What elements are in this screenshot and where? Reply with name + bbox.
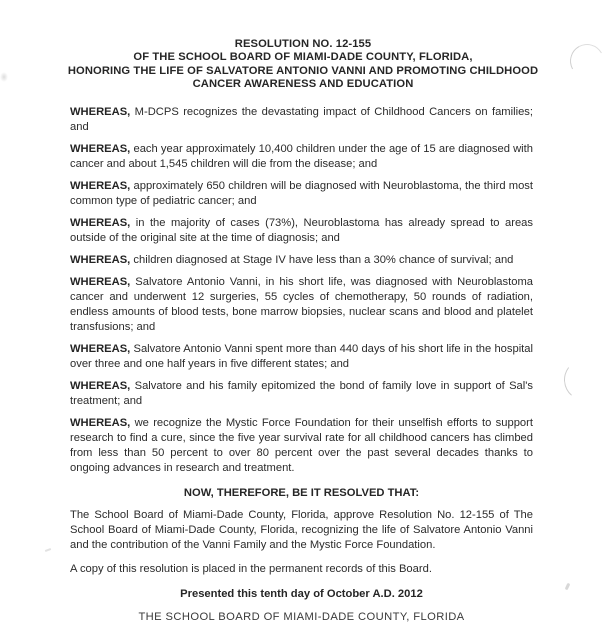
whereas-paragraph: WHEREAS, Salvatore and his family epitomized the bond of family love in support of Sal's treatment; and — [70, 379, 533, 407]
title-line-board: OF THE SCHOOL BOARD OF MIAMI-DADE COUNTY, FLORIDA, — [133, 51, 473, 64]
whereas-paragraph: WHEREAS, each year approximately 10,400 children under the age of 15 are diagnosed with cancer and about 1,545 children will die from the disease; and — [70, 142, 533, 170]
whereas-keyword: WHEREAS, — [70, 142, 131, 155]
whereas-keyword: WHEREAS, — [70, 253, 131, 266]
whereas-paragraph: WHEREAS, children diagnosed at Stage IV have less than a 30% chance of survival; and — [70, 253, 514, 266]
whereas-keyword: WHEREAS, — [70, 105, 131, 118]
scan-artifact-smudge-small — [45, 548, 51, 552]
whereas-paragraph: WHEREAS, Salvatore Antonio Vanni spent more than 440 days of his short life in the hospital over three and one half years in five different states; and — [70, 342, 533, 370]
whereas-keyword: WHEREAS, — [70, 179, 131, 192]
whereas-paragraph: WHEREAS, in the majority of cases (73%), Neuroblastoma has already spread to areas outside of the original site at the time of diagnosis; and — [70, 216, 533, 244]
document-body — [70, 105, 533, 625]
whereas-clauses — [70, 105, 533, 476]
resolution-approval-paragraph: The School Board of Miami-Dade County, Florida, approve Resolution No. 12-155 of The School Board of Miami-Dade County, Florida, recognizing the life of Salvatore Antonio Vanni and the contribution of the Vanni Family and the Mystic Force Foundation. — [70, 508, 533, 551]
whereas-paragraph: WHEREAS, M-DCPS recognizes the devastating impact of Childhood Cancers on families; and — [70, 105, 533, 133]
presented-date-line: Presented this tenth day of October A.D. 2012 — [180, 587, 423, 600]
whereas-keyword: WHEREAS, — [70, 275, 131, 288]
whereas-keyword: WHEREAS, — [70, 379, 131, 392]
scan-artifact-smudge-left — [0, 72, 8, 82]
whereas-paragraph: WHEREAS, approximately 650 children will be diagnosed with Neuroblastoma, the third most common type of pediatric cancer; and — [70, 179, 533, 207]
whereas-keyword: WHEREAS, — [70, 342, 131, 355]
signature-organization-line: THE SCHOOL BOARD OF MIAMI-DADE COUNTY, FLORIDA — [138, 610, 465, 623]
scan-artifact-smudge-bottom — [565, 583, 571, 591]
scan-artifact-curve-middle — [562, 358, 604, 402]
title-line-honoring: HONORING THE LIFE OF SALVATORE ANTONIO VANNI AND PROMOTING CHILDHOOD — [67, 64, 539, 77]
resolved-heading: NOW, THEREFORE, BE IT RESOLVED THAT: — [183, 486, 420, 499]
whereas-paragraph: WHEREAS, Salvatore Antonio Vanni, in his short life, was diagnosed with Neuroblastoma cancer and underwent 12 surgeries, 55 cycles of chemotherapy, 50 rounds of radiation, endless amounts of blood tests, bone marrow biopsies, nuclear scans and blood and platelet transfusions; and — [70, 275, 533, 333]
whereas-keyword: WHEREAS, — [70, 416, 131, 429]
whereas-paragraph: WHEREAS, we recognize the Mystic Force Foundation for their unselfish efforts to support research to find a cure, since the five year survival rate for all childhood cancers has climbed from less than 50 percent to over 80 percent over the past several decades thanks to ongoing advances in research and treatment. — [70, 416, 533, 474]
whereas-keyword: WHEREAS, — [70, 216, 131, 229]
title-line-resolution-number: RESOLUTION NO. 12-155 — [234, 38, 372, 50]
permanent-records-note: A copy of this resolution is placed in the permanent records of this Board. — [70, 562, 432, 575]
title-line-awareness: CANCER AWARENESS AND EDUCATION — [192, 78, 414, 91]
document-title — [0, 0, 606, 92]
